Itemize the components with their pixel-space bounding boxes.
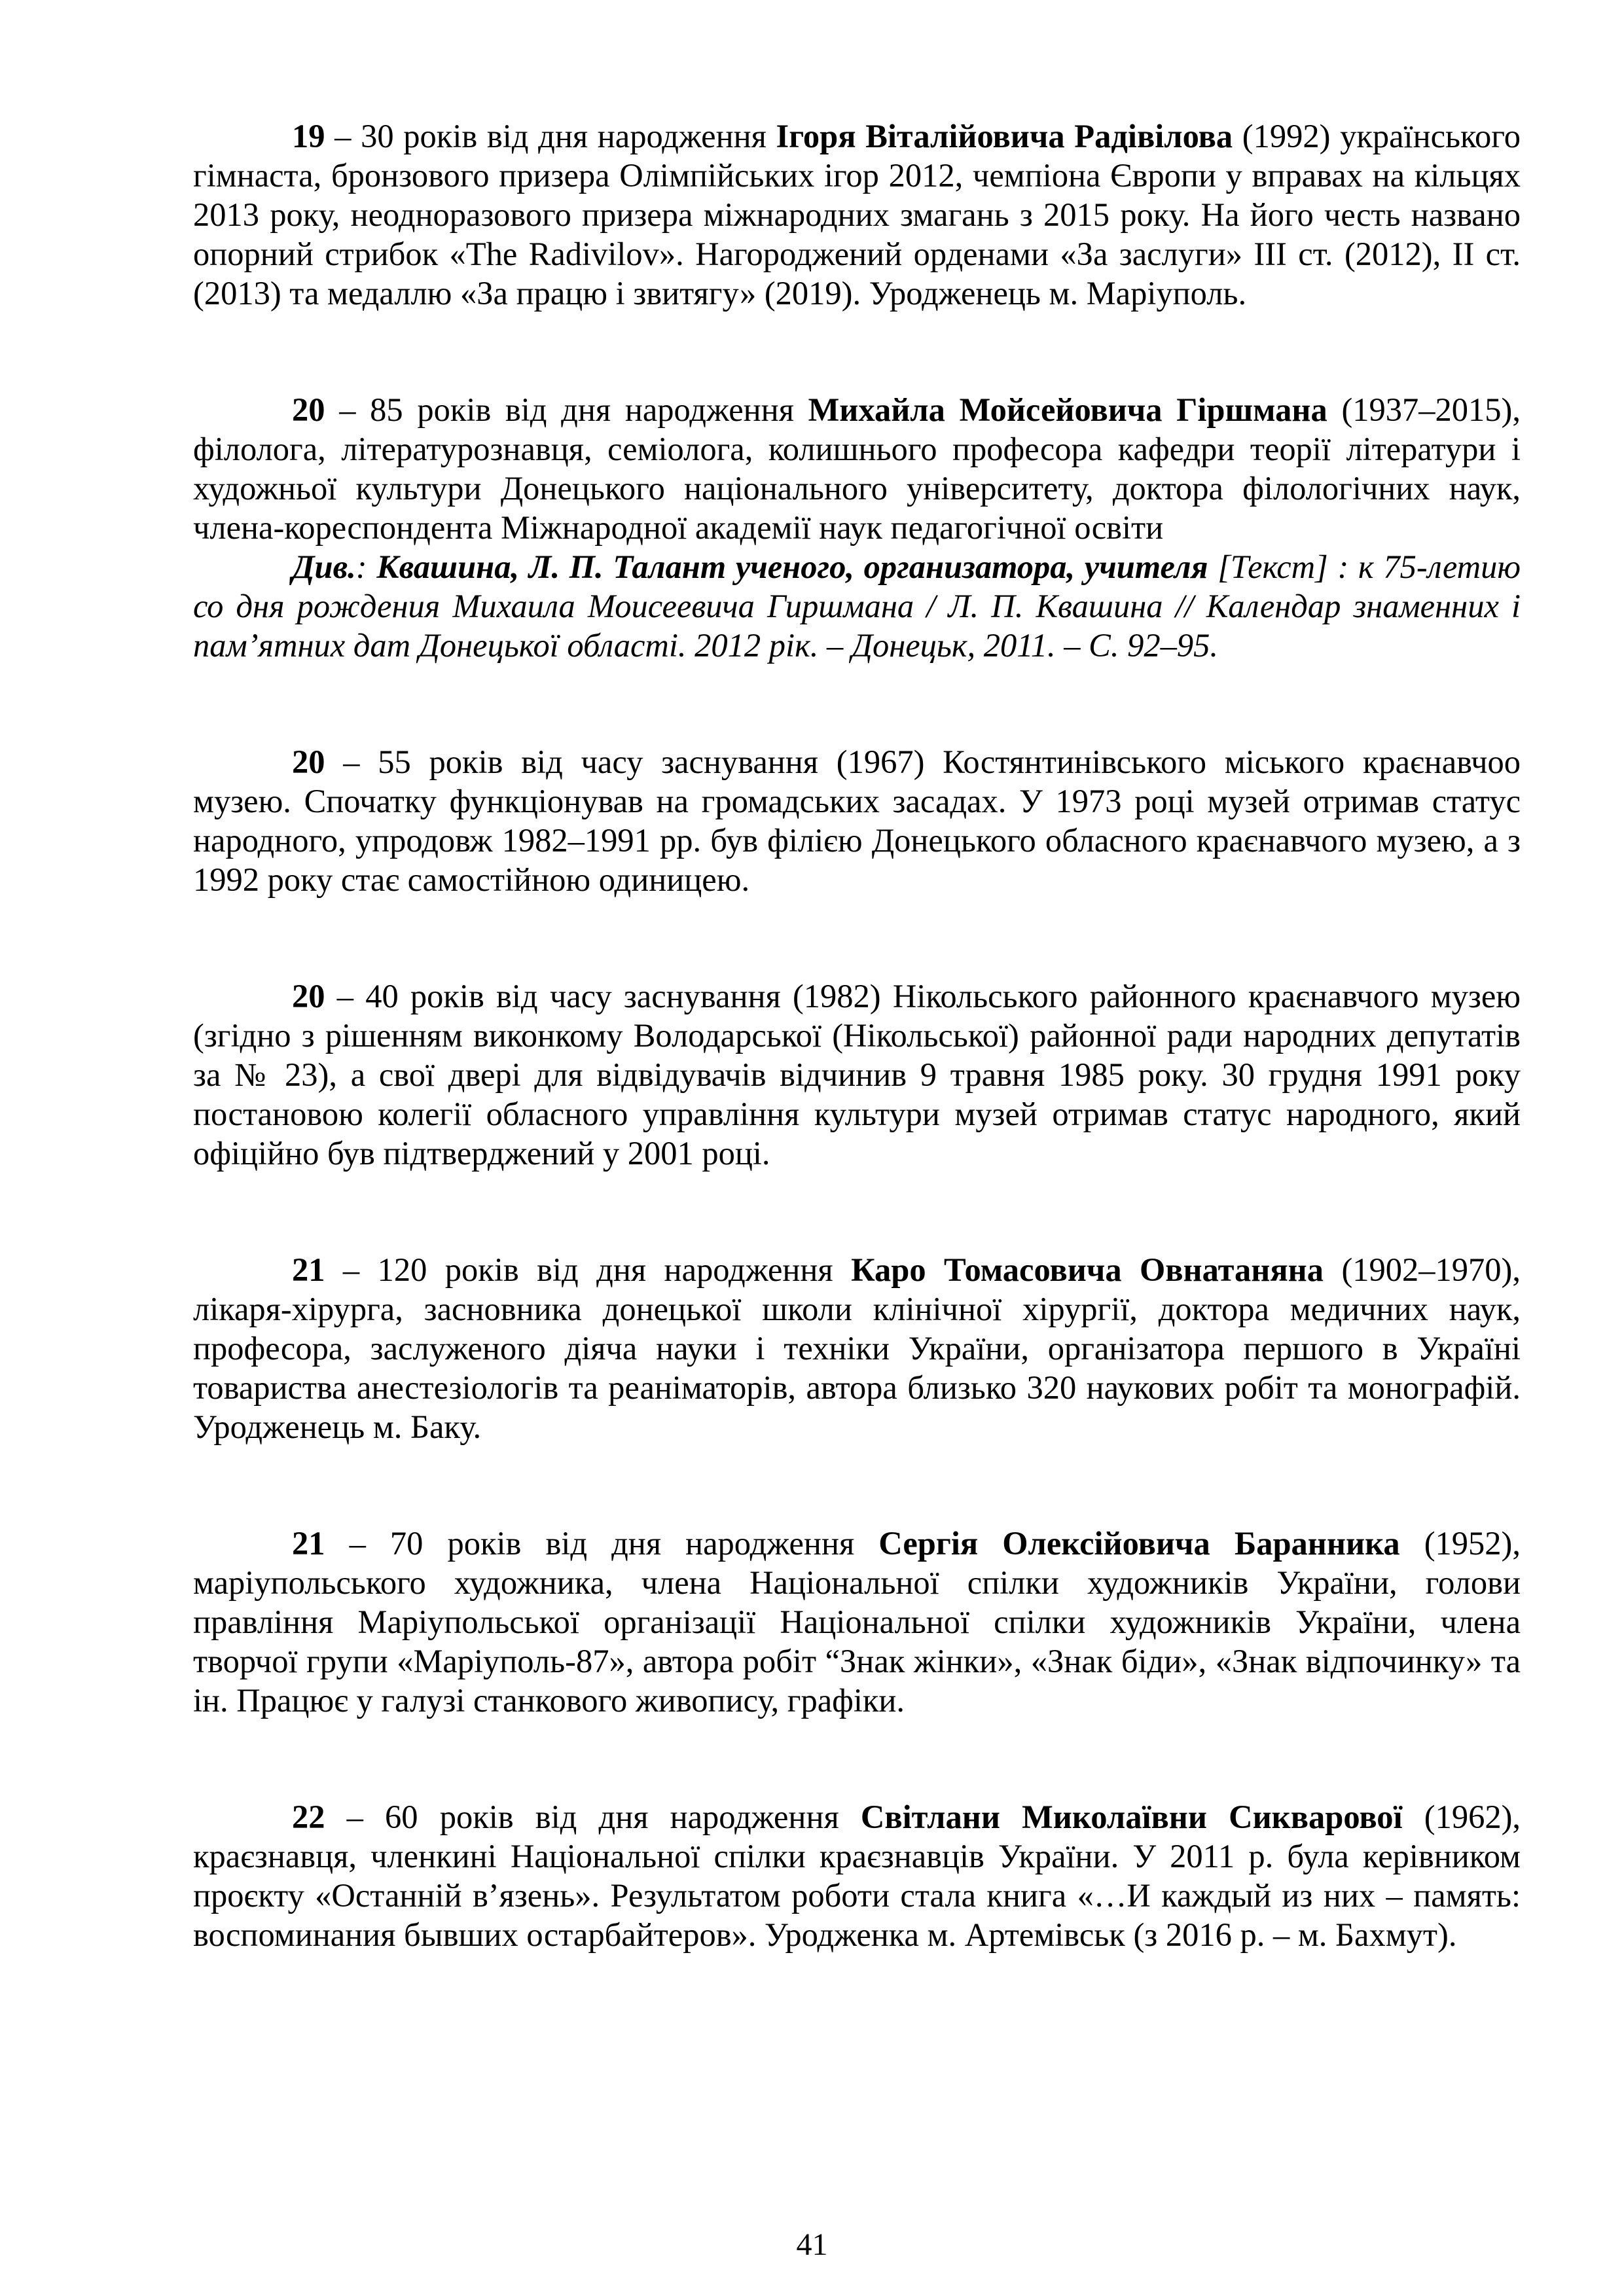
entry-day: 20: [292, 744, 325, 780]
entry-day: 19: [292, 118, 325, 154]
entry-text-pre: – 60 років від дня народження: [325, 1799, 861, 1835]
entry-text-pre: – 40 років від часу заснування (1982) Нікольського районного краєнавчого музею (згідно з рішенням виконкому Володарської (Нікольської) районної ради народних депутатів за № 23), а свої двері для відвідувачів відчинив 9 травня 1985 року. 30 грудня 1991 року постановою колегії обласного управління культури музей отримав статус народного, який офіційно був підтверджений у 2001 році.: [193, 978, 1521, 1172]
entry-day: 20: [292, 391, 325, 428]
entry-ovnatanyan: [193, 1250, 1521, 1446]
entry-person-name: Сергія Олексійовича Баранника: [878, 1525, 1400, 1562]
page-number: 41: [796, 2227, 828, 2262]
bibliography-reference: [193, 547, 1521, 665]
entry-text-post: (1952), маріупольського художника, члена Національної спілки художників України, голови правління Маріупольської організації Національної спілки художників України, члена творчої групи «Маріуполь-87», автора робіт “Знак жінки», «Знак біди», «Знак відпочинку» та ін. Працює у галузі станкового живопису, графіки.: [193, 1525, 1521, 1719]
entry-person-name: Михайла Мойсейовича Гіршмана: [808, 391, 1327, 428]
entry-text-pre: – 85 років від дня народження: [325, 391, 808, 428]
entry-person-name: Ігоря Віталійовича Радівілова: [776, 118, 1233, 154]
reference-label: Див.: [292, 548, 356, 585]
reference-title: Квашина, Л. П. Талант ученого, организатора, учителя: [376, 548, 1208, 585]
entry-text-pre: – 30 років від дня народження: [325, 118, 776, 154]
reference-colon: :: [355, 548, 377, 585]
entry-barannyk: [193, 1524, 1521, 1720]
entry-radivilov: [193, 117, 1521, 313]
entry-text-pre: – 120 років від дня народження: [325, 1251, 852, 1288]
entry-girshman: [193, 390, 1521, 547]
document-page: [193, 117, 1521, 1954]
entry-text-post: (1937–2015), філолога, літературознавця, семіолога, колишнього професора кафедри теорії літератури і художньої культури Донецького національного університету, доктора філологічних наук, члена-кореспондента Міжнародної академії наук педагогічної освіти: [193, 391, 1521, 546]
entry-person-name: Світлани Миколаївни Сикварової: [860, 1799, 1403, 1835]
entry-kostiantynivka-museum: [193, 742, 1521, 899]
reference-details: [Текст] : к 75-летию со дня рождения Михаила Моисеевича Гиршмана / Л. П. Квашина // Календар знаменних і пам’ятних дат Донецької області. 2012 рік. – Донецьк, 2011. – С. 92–95.: [193, 548, 1521, 664]
entry-nikolske-museum: [193, 977, 1521, 1173]
entry-day: 21: [292, 1525, 325, 1562]
entry-person-name: Каро Томасовича Овнатаняна: [851, 1251, 1324, 1288]
entry-day: 20: [292, 978, 325, 1014]
entry-day: 21: [292, 1251, 325, 1288]
entry-text-pre: – 70 років від дня народження: [325, 1525, 879, 1562]
entry-text-pre: – 55 років від часу заснування (1967) Костянтинівського міського краєнавчоо музею. Спочатку функціонував на громадських засадах. У 1973 році музей отримав статус народного, упродовж 1982–1991 рр. був філією Донецького обласного краєнавчого музею, а з 1992 року стає самостійною одиницею.: [193, 744, 1521, 898]
entry-sykvarova: [193, 1797, 1521, 1954]
entry-text-post: (1962), краєзнавця, членкині Національної спілки краєзнавців України. У 2011 р. була керівником проєкту «Останній в’язень». Результатом роботи стала книга «…И каждый из них – память: воспоминания бывших остарбайтеров». Уродженка м. Артемівськ (з 2016 р. – м. Бахмут).: [193, 1799, 1521, 1953]
entry-text-post: (1902–1970), лікаря-хірурга, засновника донецької школи клінічної хірургії, доктора медичних наук, професора, заслуженого діяча науки і техніки України, організатора першого в Україні товариства анестезіологів та реаніматорів, автора близько 320 наукових робіт та монографій. Уродженець м. Баку.: [193, 1251, 1521, 1445]
entry-day: 22: [292, 1799, 325, 1835]
entry-text-post: (1992) українського гімнаста, бронзового призера Олімпійських ігор 2012, чемпіона Європи у вправах на кільцях 2013 року, неодноразового призера міжнародних змагань з 2015 року. На його честь названо опорний стрибок «The Radivilov». Нагороджений орденами «За заслуги» ІІІ ст. (2012), ІІ ст. (2013) та медаллю «За працю і звитягу» (2019). Уродженець м. Маріуполь.: [193, 118, 1521, 312]
